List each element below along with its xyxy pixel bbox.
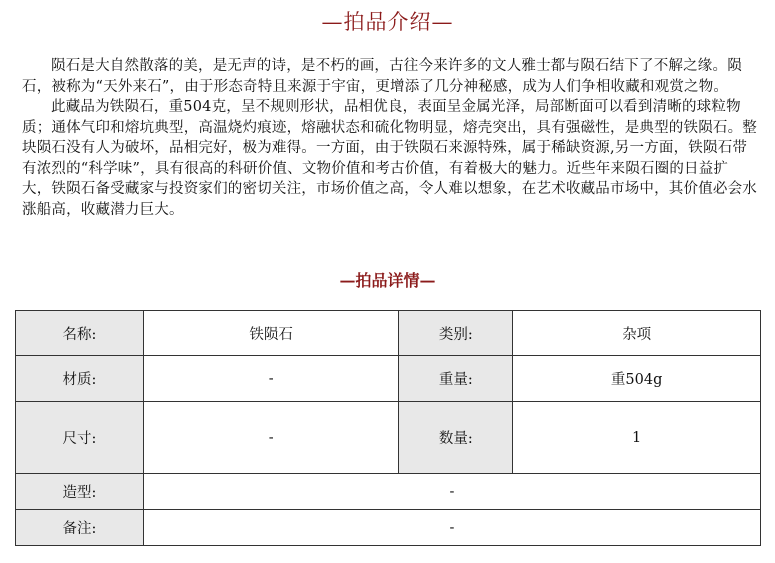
- details-table: [15, 310, 761, 546]
- table-row: [16, 474, 761, 510]
- material-label: 材质:: [16, 356, 144, 402]
- quantity-value: 1: [513, 402, 761, 474]
- category-value: 杂项: [513, 311, 761, 356]
- intro-text: [22, 56, 757, 220]
- remark-value: -: [143, 510, 760, 546]
- intro-paragraph-2: 此藏品为铁陨石，重504克，呈不规则形状，品相优良，表面呈金属光泽，局部断面可以看到清晰的球粒物质；通体气印和熔坑典型，高温烧灼痕迹，熔融状态和硫化物明显，熔壳突出，具有强磁性，是典型的铁陨石。整块陨石没有人为破坏，品相完好，极为难得。一方面，由于铁陨石来源特殊，属于稀缺资源,另一方面，铁陨石带有浓烈的“科学味”，具有很高的科研价值、文物价值和考古价值，有着极大的魅力。近些年来陨石圈的日益扩大，铁陨石备受藏家与投资家们的密切关注，市场价值之高，令人难以想象，在艺术收藏品市场中，其价值必会水涨船高，收藏潜力巨大。: [22, 99, 757, 218]
- material-value: -: [143, 356, 399, 402]
- table-row: [16, 402, 761, 474]
- size-label: 尺寸:: [16, 402, 144, 474]
- size-value: -: [143, 402, 399, 474]
- remark-label: 备注:: [16, 510, 144, 546]
- table-row: [16, 510, 761, 546]
- details-title: —拍品详情—: [339, 271, 436, 290]
- name-label: 名称:: [16, 311, 144, 356]
- shape-value: -: [143, 474, 760, 510]
- table-row: [16, 356, 761, 402]
- table-row: [16, 311, 761, 356]
- intro-title: —拍品介绍—: [321, 10, 454, 34]
- category-label: 类别:: [399, 311, 513, 356]
- weight-label: 重量:: [399, 356, 513, 402]
- shape-label: 造型:: [16, 474, 144, 510]
- quantity-label: 数量:: [399, 402, 513, 474]
- name-value: 铁陨石: [143, 311, 399, 356]
- weight-value: 重504g: [513, 356, 761, 402]
- intro-paragraph-1: 陨石是大自然散落的美，是无声的诗，是不朽的画，古往今来许多的文人雅士都与陨石结下了不解之缘。陨石，被称为“天外来石”，由于形态奇特且来源于宇宙，更增添了几分神秘感，成为人们争相收藏和观赏之物。: [22, 58, 742, 95]
